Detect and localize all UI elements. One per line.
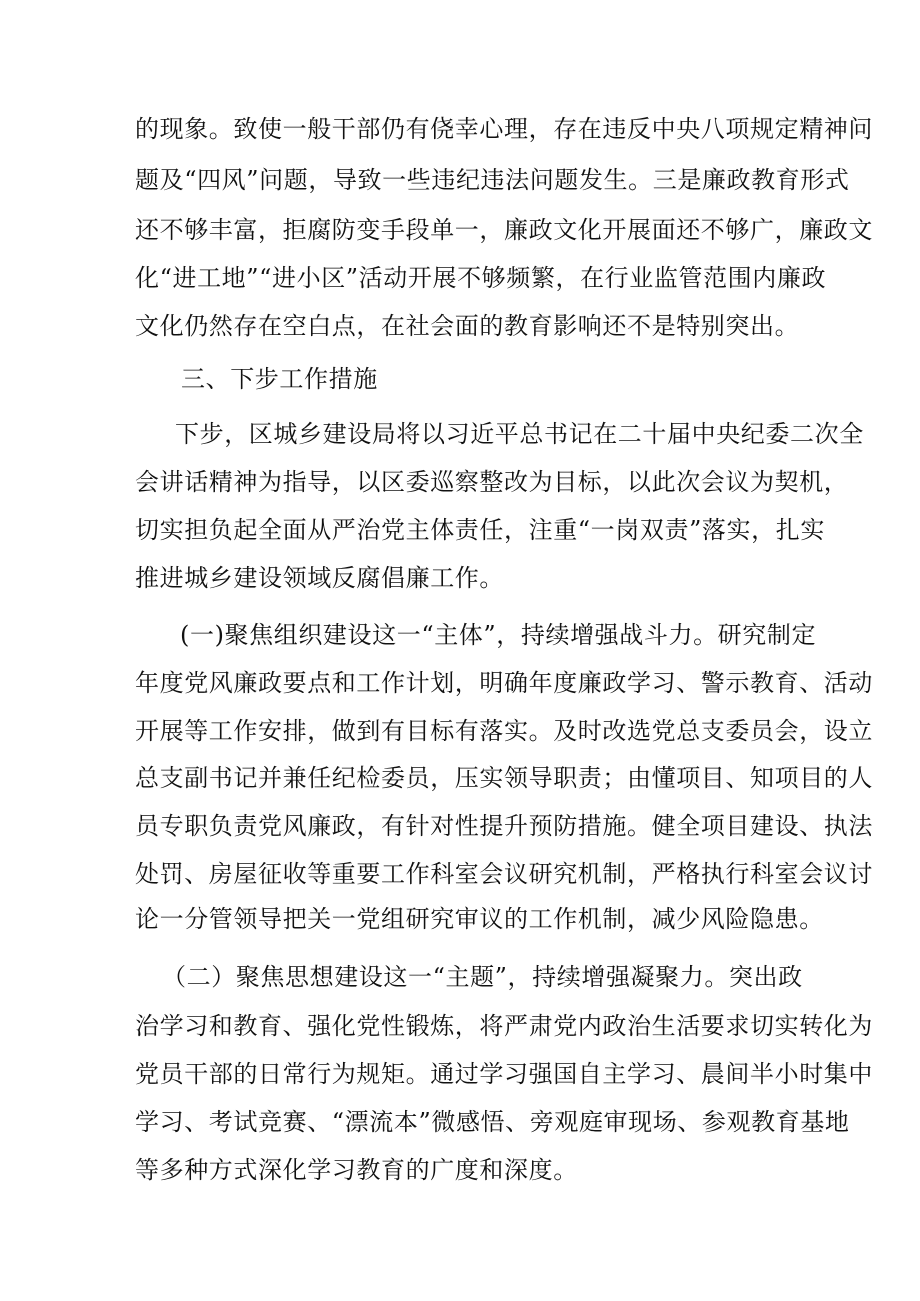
text-line: (一)聚焦组织建设这一“主体”，持续增强战斗力。研究制定 <box>180 621 817 649</box>
text-line: 文化仍然存在空白点，在社会面的教育影响还不是特别突出。 <box>135 312 800 340</box>
text-line: 处罚、房屋征收等重要工作科室会议研究机制，严格执行科室会议讨 <box>135 860 873 888</box>
text-line: 学习、考试竞赛、“漂流本”微感悟、旁观庭审现场、参观教育基地 <box>135 1108 850 1136</box>
text-line: 题及“四风”问题，导致一些违纪违法问题发生。三是廉政教育形式 <box>135 166 850 194</box>
text-line: 会讲话精神为指导，以区委巡察整改为目标，以此次会议为契机， <box>135 468 849 496</box>
text-line: （二）聚焦思想建设这一“主题”，持续增强凝聚力。突出政 <box>162 963 803 991</box>
text-line: 的现象。致使一般干部仍有侥幸心理，存在违反中央八项规定精神问 <box>135 115 873 143</box>
text-line: 切实担负起全面从严治党主体责任，注重“一岗双责”落实，扎实 <box>135 516 825 544</box>
text-line: 等多种方式深化学习教育的广度和深度。 <box>135 1156 578 1184</box>
text-line: 化“进工地”“进小区”活动开展不够频繁，在行业监管范围内廉政 <box>135 264 827 292</box>
text-line: 年度党风廉政要点和工作计划，明确年度廉政学习、警示教育、活动 <box>135 669 873 697</box>
section-heading: 三、下步工作措施 <box>181 365 378 393</box>
text-line: 下步，区城乡建设局将以习近平总书记在二十届中央纪委二次全 <box>175 420 864 448</box>
text-line: 推进城乡建设领域反腐倡廉工作。 <box>135 564 504 592</box>
text-line: 论一分管领导把关一党组研究审议的工作机制，减少风险隐患。 <box>135 905 824 933</box>
text-line: 治学习和教育、强化党性锻炼，将严肃党内政治生活要求切实转化为 <box>135 1012 873 1040</box>
text-line: 党员干部的日常行为规矩。通过学习强国自主学习、晨间半小时集中 <box>135 1060 873 1088</box>
text-line: 员专职负责党风廉政，有针对性提升预防措施。健全项目建设、执法 <box>135 812 873 840</box>
text-line: 还不够丰富，拒腐防变手段单一，廉政文化开展面还不够广，廉政文 <box>135 216 873 244</box>
text-line: 开展等工作安排，做到有目标有落实。及时改选党总支委员会，设立 <box>135 717 873 745</box>
text-line: 总支副书记并兼任纪检委员，压实领导职责；由懂项目、知项目的人 <box>135 764 873 792</box>
